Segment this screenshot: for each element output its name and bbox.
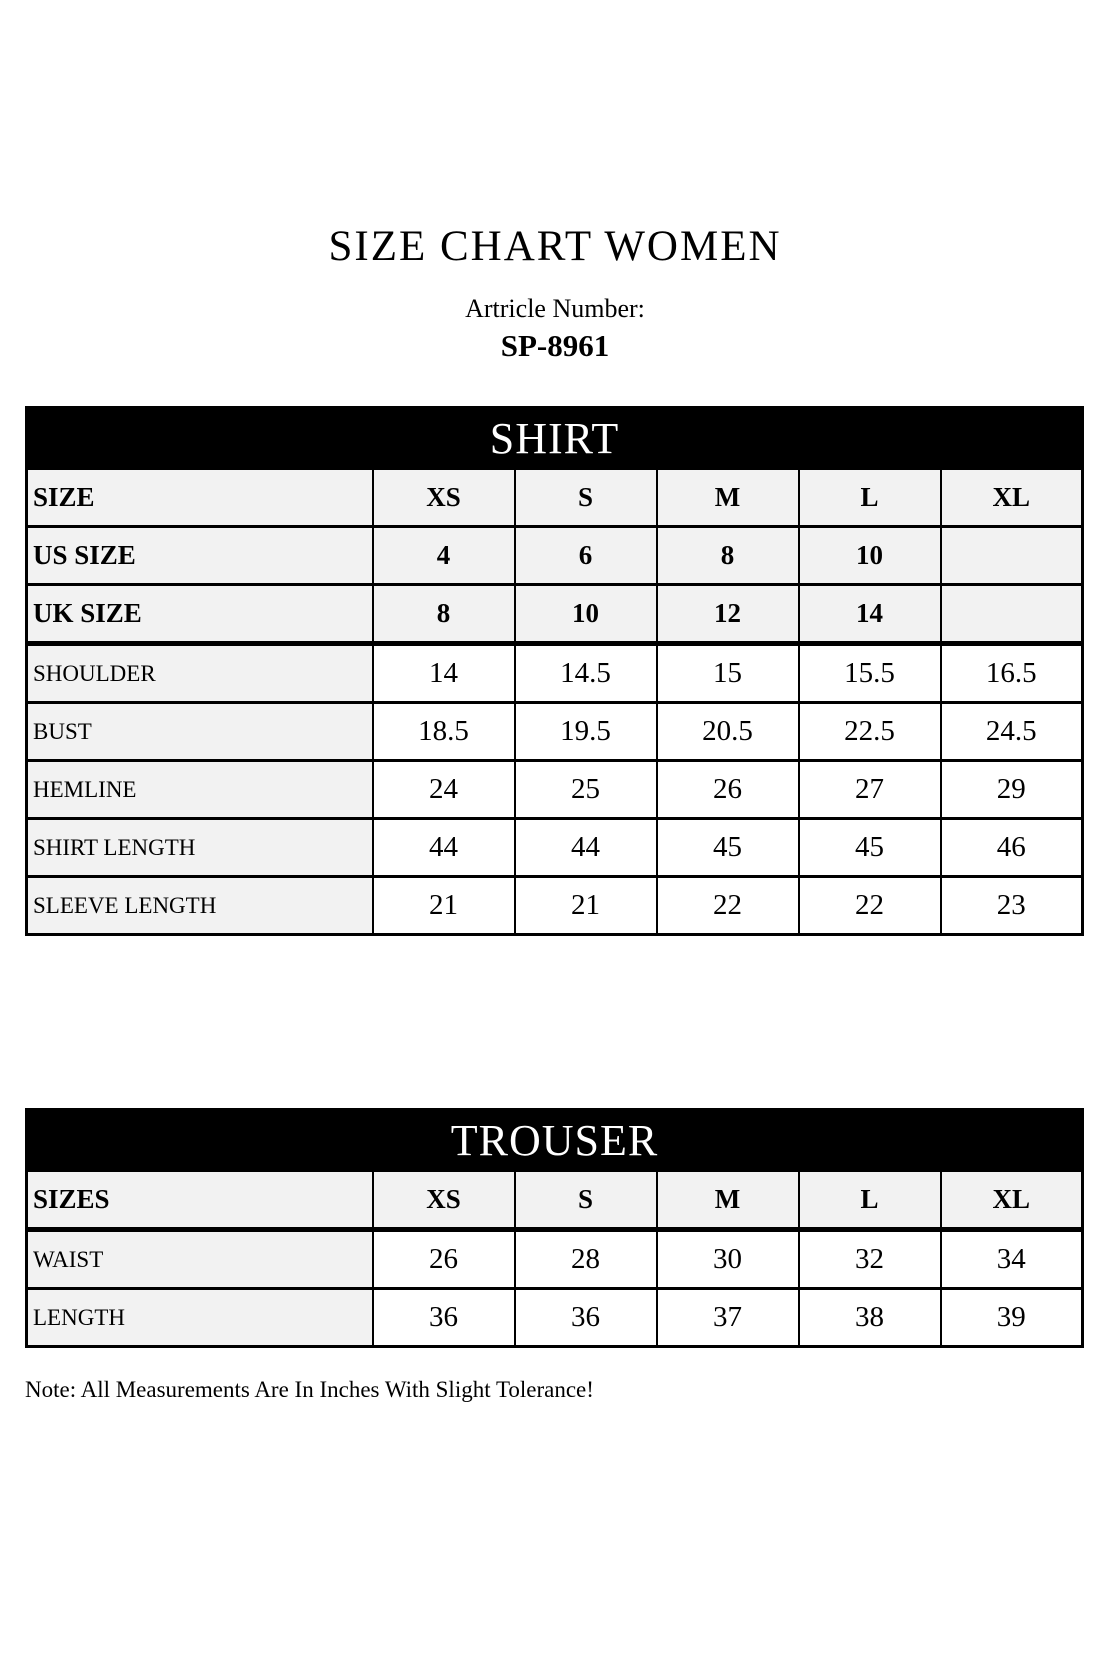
value-cell: XS [373,469,515,527]
value-cell: 26 [373,1230,515,1289]
value-cell: 6 [515,527,657,585]
value-cell: 37 [657,1289,799,1347]
page-title: SIZE CHART WOMEN [328,223,782,270]
table-row [27,469,1083,527]
table-row [27,703,1083,761]
table-row [27,1230,1083,1289]
value-cell: XL [941,1171,1083,1230]
value-cell: S [515,1171,657,1230]
value-cell: 24 [373,761,515,819]
table-row [27,644,1083,703]
value-cell: 46 [941,819,1083,877]
value-cell: 26 [657,761,799,819]
table-row [27,819,1083,877]
value-cell: 25 [515,761,657,819]
value-cell: M [657,469,799,527]
value-cell: 21 [515,877,657,935]
value-cell: 14 [799,585,941,644]
value-cell: 36 [515,1289,657,1347]
value-cell: XL [941,469,1083,527]
value-cell: 45 [799,819,941,877]
value-cell: 23 [941,877,1083,935]
trouser-size-table [25,1108,1084,1348]
table-row [27,585,1083,644]
value-cell: 16.5 [941,644,1083,703]
trouser-table-header-row [27,1110,1083,1171]
value-cell [941,527,1083,585]
value-cell: 30 [657,1230,799,1289]
value-cell: 8 [657,527,799,585]
measurement-note: Note: All Measurements Are In Inches With Slight Tolerance! [25,1377,594,1403]
value-cell: 45 [657,819,799,877]
value-cell: 38 [799,1289,941,1347]
value-cell: 14 [373,644,515,703]
value-cell: 19.5 [515,703,657,761]
value-cell: 22.5 [799,703,941,761]
value-cell: 12 [657,585,799,644]
value-cell: M [657,1171,799,1230]
row-label-cell: LENGTH [27,1289,373,1347]
shirt-table-header-row [27,408,1083,469]
value-cell: 10 [799,527,941,585]
value-cell: 15.5 [799,644,941,703]
value-cell: 39 [941,1289,1083,1347]
value-cell: L [799,469,941,527]
value-cell: 21 [373,877,515,935]
value-cell: 8 [373,585,515,644]
row-label-cell: SIZES [27,1171,373,1230]
value-cell: 44 [515,819,657,877]
table-row [27,527,1083,585]
value-cell: 27 [799,761,941,819]
value-cell: 22 [799,877,941,935]
row-label-cell: US SIZE [27,527,373,585]
value-cell: 10 [515,585,657,644]
value-cell: 14.5 [515,644,657,703]
table-row [27,877,1083,935]
value-cell: 15 [657,644,799,703]
article-number-label: Artricle Number: [465,294,645,324]
value-cell [941,585,1083,644]
value-cell: 44 [373,819,515,877]
value-cell: 28 [515,1230,657,1289]
value-cell: 32 [799,1230,941,1289]
row-label-cell: SLEEVE LENGTH [27,877,373,935]
value-cell: S [515,469,657,527]
value-cell: 29 [941,761,1083,819]
trouser-table-title: TROUSER [27,1110,1083,1171]
shirt-size-table [25,406,1084,936]
row-label-cell: HEMLINE [27,761,373,819]
row-label-cell: SIZE [27,469,373,527]
value-cell: 34 [941,1230,1083,1289]
value-cell: 36 [373,1289,515,1347]
value-cell: 18.5 [373,703,515,761]
value-cell: 4 [373,527,515,585]
row-label-cell: UK SIZE [27,585,373,644]
value-cell: L [799,1171,941,1230]
row-label-cell: SHOULDER [27,644,373,703]
row-label-cell: SHIRT LENGTH [27,819,373,877]
table-row [27,1289,1083,1347]
row-label-cell: BUST [27,703,373,761]
article-number-value: SP-8961 [500,328,610,364]
row-label-cell: WAIST [27,1230,373,1289]
table-row [27,761,1083,819]
value-cell: 22 [657,877,799,935]
table-row [27,1171,1083,1230]
value-cell: 24.5 [941,703,1083,761]
shirt-table-title: SHIRT [27,408,1083,469]
value-cell: XS [373,1171,515,1230]
value-cell: 20.5 [657,703,799,761]
